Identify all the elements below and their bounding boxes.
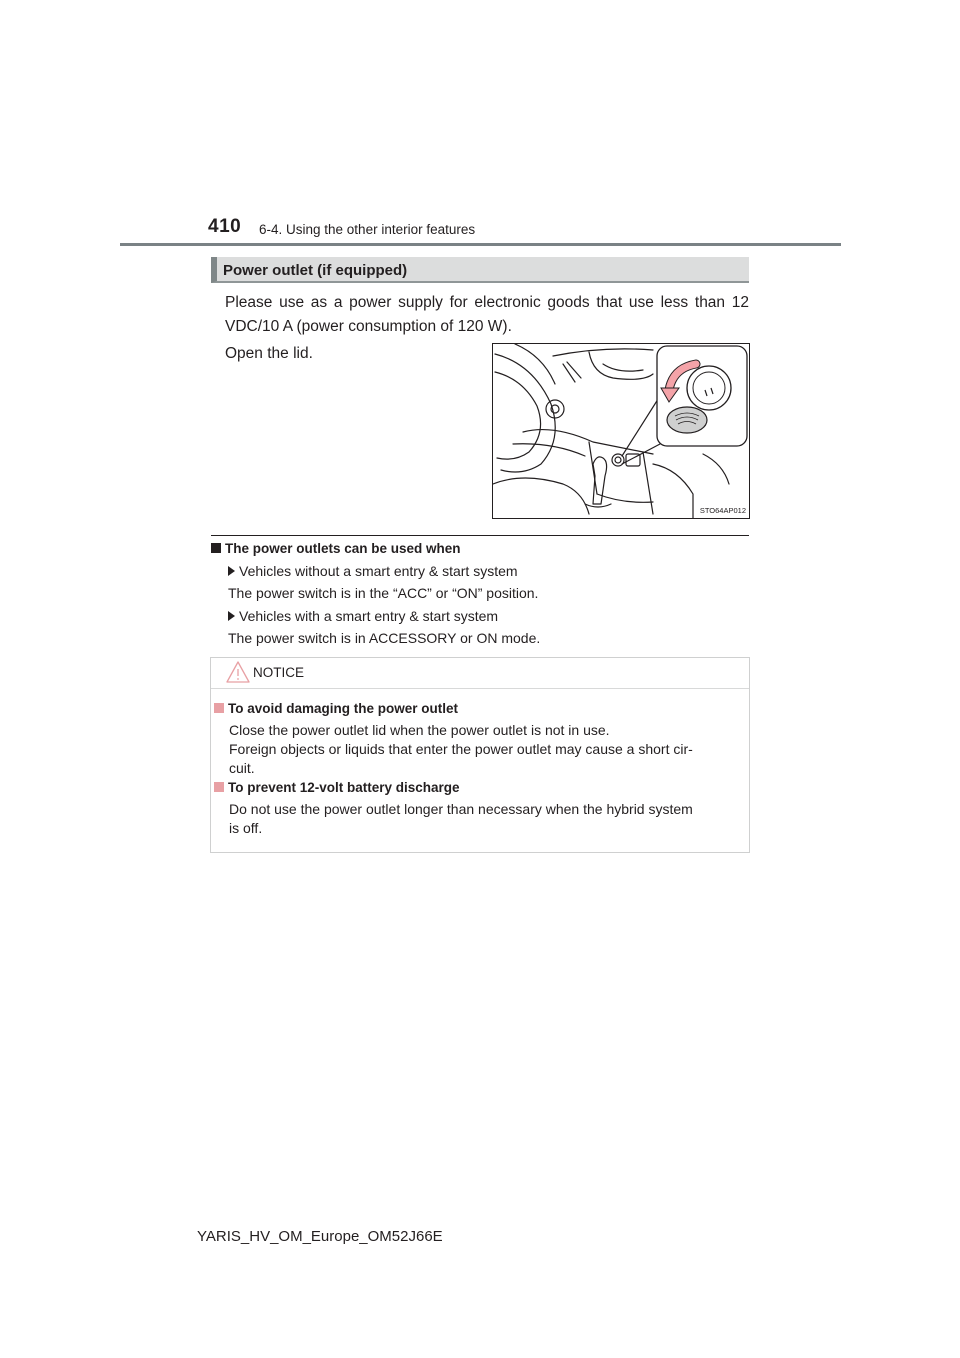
square-bullet-icon xyxy=(214,782,224,792)
notice-heading-1-text: To avoid damaging the power outlet xyxy=(228,701,459,716)
intro-paragraph: Please use as a power supply for electronic goods that use less than 12 VDC/10 A (power consumption of 120 W). xyxy=(225,294,749,335)
condition-text-1: The power switch is in the “ACC” or “ON” position. xyxy=(228,585,539,601)
triangle-bullet-icon xyxy=(228,566,235,576)
notice-heading-2-text: To prevent 12-volt battery discharge xyxy=(228,780,460,795)
condition-label-1-text: Vehicles without a smart entry & start system xyxy=(239,563,518,579)
condition-label-1 xyxy=(228,563,518,579)
notice-line: is off. xyxy=(229,820,263,836)
condition-label-2-text: Vehicles with a smart entry & start system xyxy=(239,608,499,624)
condition-text-2: The power switch is in ACCESSORY or ON mode. xyxy=(228,630,541,646)
notice-line: Foreign objects or liquids that enter the power outlet may cause a short cir- xyxy=(229,741,693,757)
notice-label: NOTICE xyxy=(253,665,305,680)
dashboard-drawing xyxy=(493,344,749,518)
notice-text-1 xyxy=(229,721,693,778)
triangle-bullet-icon xyxy=(228,611,235,621)
condition-label-2 xyxy=(228,608,498,624)
step-text: Open the lid. xyxy=(225,345,313,362)
notice-text-2 xyxy=(229,800,693,838)
conditions-heading-text: The power outlets can be used when xyxy=(225,541,461,556)
notice-line: cuit. xyxy=(229,760,255,776)
section-title: Power outlet (if equipped) xyxy=(223,262,408,279)
notice-line: Do not use the power outlet longer than necessary when the hybrid system xyxy=(229,801,693,817)
conditions-heading xyxy=(211,541,461,556)
chapter-title: 6-4. Using the other interior features xyxy=(259,222,476,237)
document-id: YARIS_HV_OM_Europe_OM52J66E xyxy=(197,1228,443,1245)
figure-code: STO64AP012 xyxy=(699,506,746,515)
subsection-divider xyxy=(211,535,749,536)
square-bullet-icon xyxy=(211,543,221,553)
warning-icon xyxy=(225,660,251,684)
header-divider xyxy=(120,243,841,246)
notice-divider xyxy=(211,688,749,689)
notice-line: Close the power outlet lid when the power outlet is not in use. xyxy=(229,722,610,738)
page-number: 410 xyxy=(208,216,242,237)
square-bullet-icon xyxy=(214,703,224,713)
power-outlet-illustration xyxy=(492,343,750,519)
notice-heading-2 xyxy=(214,780,460,795)
notice-heading-1 xyxy=(214,701,458,716)
